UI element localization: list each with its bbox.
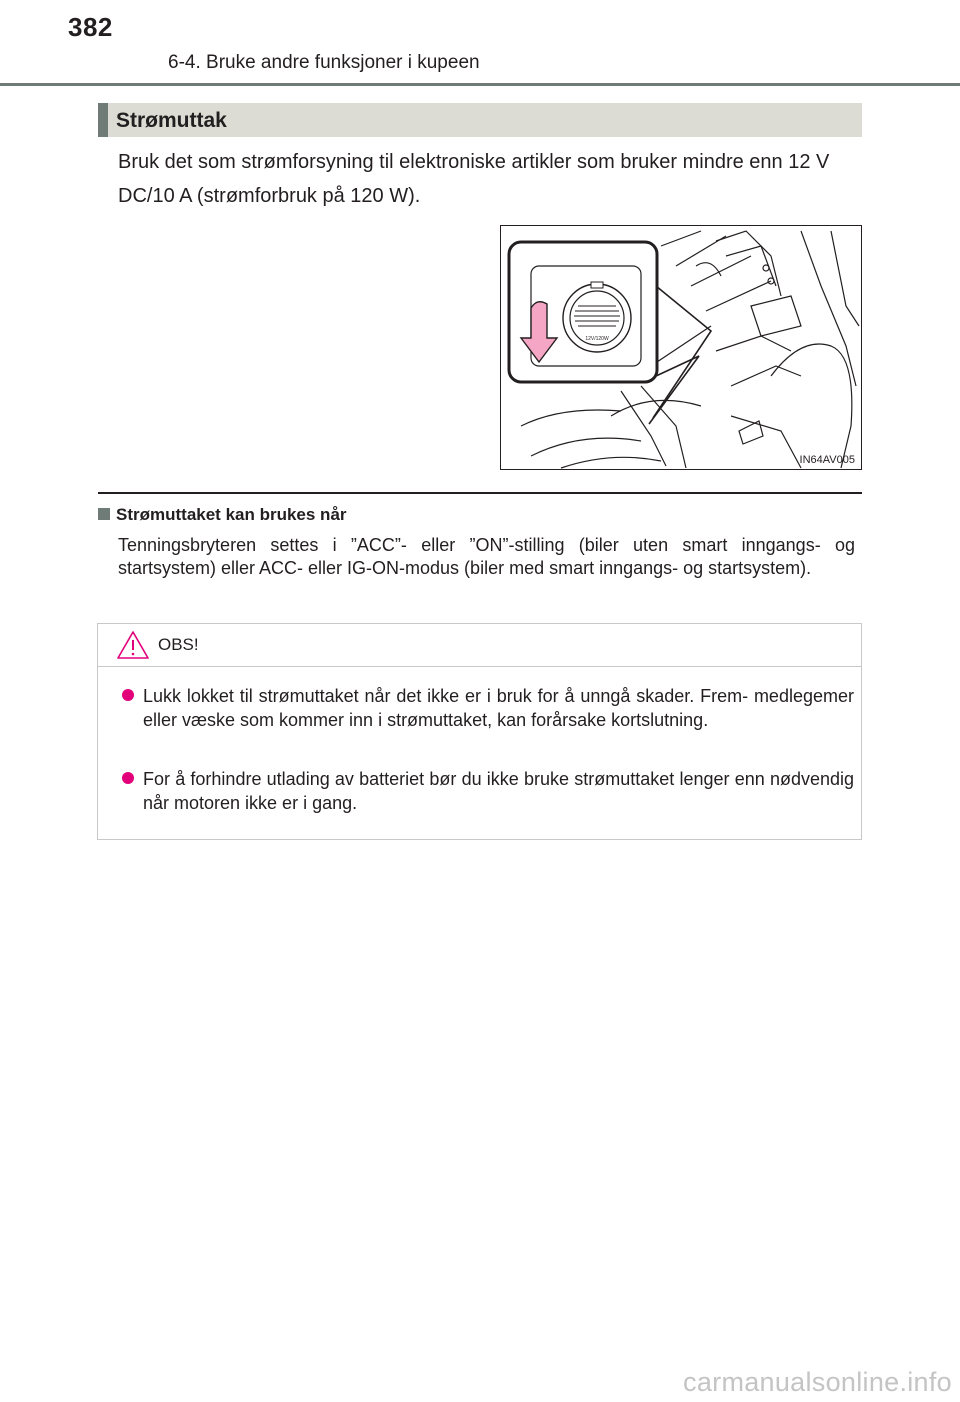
section-title: 6-4. Bruke andre funksjoner i kupeen xyxy=(168,52,480,73)
header-rule xyxy=(0,83,960,86)
socket-label: 12V/120W xyxy=(585,336,609,342)
warning-item xyxy=(122,684,854,732)
subsection-text: Tenningsbryteren settes i ”ACC”- eller ”ON”-stilling (biler uten smart inngangs- og startsystem) eller ACC- eller IG-ON-modus (biler med smart inngangs- og startsystem). xyxy=(118,535,855,578)
console-illustration xyxy=(501,226,861,469)
subsection-title: Strømuttaket kan brukes når xyxy=(116,505,347,524)
intro-paragraph: Bruk det som strømforsyning til elektroniske artikler som bruker mindre enn 12 V DC/10 A (strømforbruk på 120 W). xyxy=(118,151,830,207)
footer-watermark[interactable]: carmanualsonline.info xyxy=(683,1367,952,1397)
power-outlet-figure xyxy=(500,225,862,470)
bullet-dot-icon xyxy=(122,772,134,784)
warning-header xyxy=(98,624,861,667)
heading-bar xyxy=(98,103,862,137)
warning-triangle-icon xyxy=(116,630,150,660)
square-bullet-icon xyxy=(98,508,110,520)
warning-box xyxy=(97,623,862,840)
warning-item-text: Lukk lokket til strømuttaket når det ikke er i bruk for å unngå skader. Frem- medlegemer eller væske som kommer inn i strømuttaket, kan forårsake kortslutning. xyxy=(143,686,854,730)
subsection-heading xyxy=(98,505,347,525)
figure-code: IN64AV005 xyxy=(799,454,855,466)
warning-label: OBS! xyxy=(158,635,199,654)
page-number: 382 xyxy=(68,12,113,42)
warning-item-text: For å forhindre utlading av batteriet bør du ikke bruke strømuttaket lenger enn nødvendig når motoren ikke er i gang. xyxy=(143,769,854,813)
heading-title: Strømuttak xyxy=(116,109,227,132)
section-divider xyxy=(98,492,862,494)
bullet-dot-icon xyxy=(122,689,134,701)
warning-item xyxy=(122,767,854,815)
